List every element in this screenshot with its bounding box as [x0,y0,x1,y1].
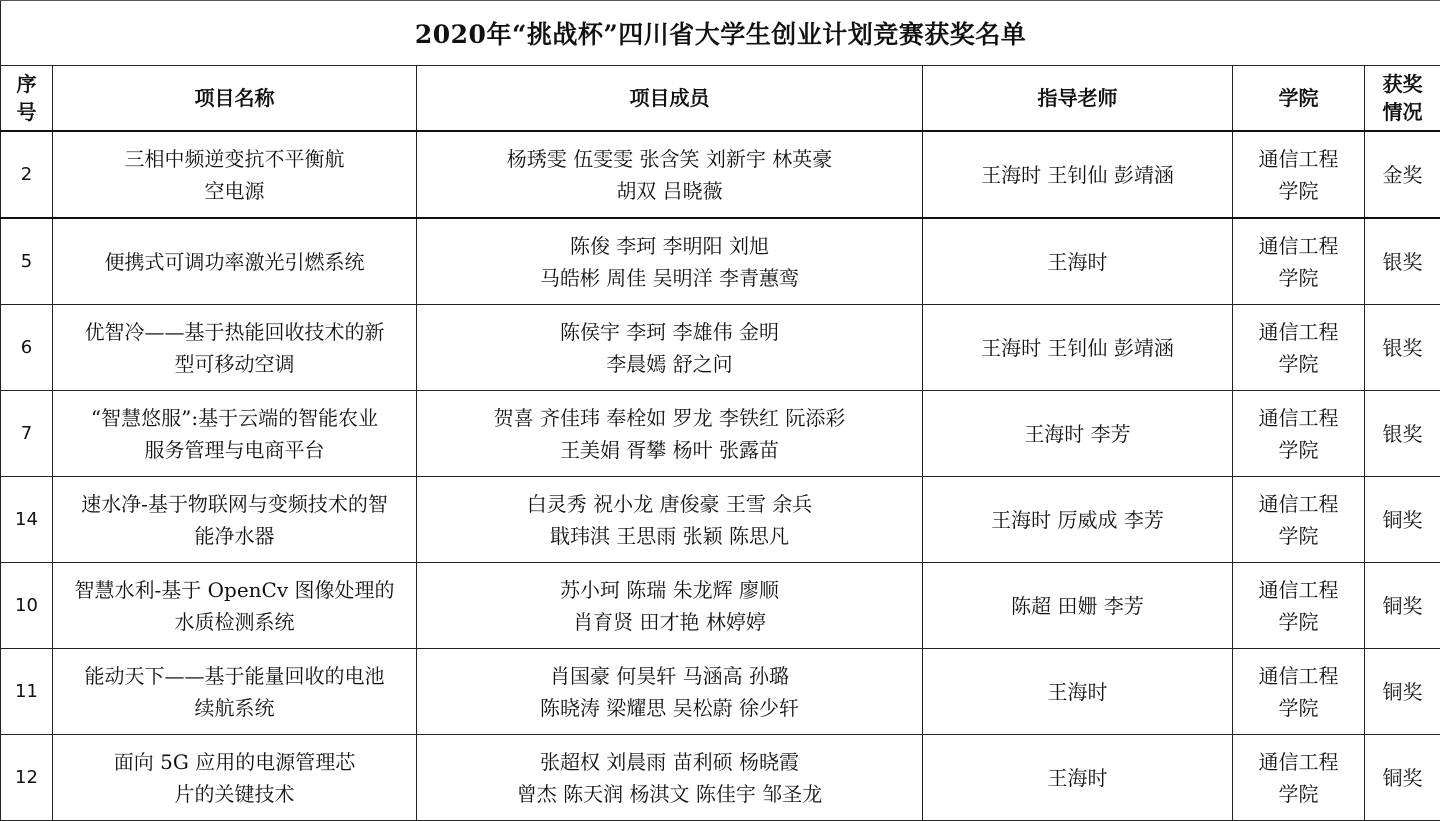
row-college [1233,391,1365,477]
row-college [1233,218,1365,305]
row-college [1233,649,1365,735]
document-title: 2020年“挑战杯”四川省大学生创业计划竞赛获奖名单 [1,1,1440,66]
college-line: 通信工程 [1258,749,1339,774]
project-line: 片的关键技术 [174,781,295,806]
members-line: 陈侯宇 李珂 李雄伟 金明 [559,319,780,344]
header-advisors: 指导老师 [923,66,1233,132]
college-line: 通信工程 [1258,663,1339,688]
project-line: 速水净-基于物联网与变频技术的智 [81,491,388,516]
header-award [1365,66,1440,132]
row-index: 2 [1,131,53,218]
college-line: 学院 [1278,781,1319,806]
table-row [1,391,1440,477]
row-index: 6 [1,305,53,391]
row-award: 铜奖 [1365,649,1440,735]
college-line: 学院 [1278,695,1319,720]
members-line: 苏小珂 陈瑞 朱龙辉 廖顺 [559,577,780,602]
project-line: 续航系统 [194,695,275,720]
row-members [417,391,923,477]
row-advisors: 陈超 田姗 李芳 [923,563,1233,649]
row-index: 14 [1,477,53,563]
header-project: 项目名称 [53,66,417,132]
row-advisors: 王海时 王钊仙 彭靖涵 [923,131,1233,218]
table-row [1,131,1440,218]
row-advisors: 王海时 [923,218,1233,305]
table-row [1,477,1440,563]
college-line: 通信工程 [1258,491,1339,516]
header-row [1,66,1440,132]
project-line: 三相中频逆变抗不平衡航 [124,146,345,171]
header-index-line1: 序 [16,72,37,96]
table-row [1,305,1440,391]
project-line: 型可移动空调 [174,351,295,376]
header-college: 学院 [1233,66,1365,132]
row-college [1233,131,1365,218]
members-line: 曾杰 陈天润 杨淇文 陈佳宇 邹圣龙 [516,781,823,806]
row-award: 银奖 [1365,391,1440,477]
row-college [1233,477,1365,563]
row-members [417,477,923,563]
members-line: 肖国豪 何昊轩 马涵高 孙璐 [549,663,790,688]
row-award: 银奖 [1365,218,1440,305]
row-index: 5 [1,218,53,305]
project-line: 便携式可调功率激光引燃系统 [104,249,365,274]
project-line: 优智冷——基于热能回收技术的新 [84,319,385,344]
table-row [1,735,1440,821]
project-line: 水质检测系统 [174,609,295,634]
members-line: 张超权 刘晨雨 苗利硕 杨晓霞 [539,749,800,774]
header-award-line2: 情况 [1382,100,1423,124]
row-college [1233,735,1365,821]
project-line: 智慧水利-基于 OpenCv 图像处理的 [74,577,395,602]
college-line: 学院 [1278,178,1319,203]
members-line: 戢玮淇 王思雨 张颖 陈思凡 [549,523,790,548]
header-index [1,66,53,132]
college-line: 通信工程 [1258,319,1339,344]
college-line: 通信工程 [1258,405,1339,430]
row-members [417,649,923,735]
row-award: 银奖 [1365,305,1440,391]
project-line: 服务管理与电商平台 [144,437,325,462]
table-row [1,649,1440,735]
project-line: 能动天下——基于能量回收的电池 [84,663,385,688]
project-line: 空电源 [204,178,265,203]
row-members [417,305,923,391]
college-line: 通信工程 [1258,146,1339,171]
members-line: 白灵秀 祝小龙 唐俊豪 王雪 余兵 [526,491,813,516]
header-award-line1: 获奖 [1382,72,1423,96]
college-line: 通信工程 [1258,577,1339,602]
row-award: 金奖 [1365,131,1440,218]
college-line: 学院 [1278,609,1319,634]
row-index: 7 [1,391,53,477]
row-members [417,131,923,218]
row-project [53,391,417,477]
members-line: 马皓彬 周佳 吴明洋 李青蕙鸾 [539,265,800,290]
row-project [53,735,417,821]
table-row [1,218,1440,305]
row-index: 10 [1,563,53,649]
members-line: 陈俊 李珂 李明阳 刘旭 [569,233,770,258]
row-advisors: 王海时 [923,649,1233,735]
row-college [1233,563,1365,649]
row-index: 12 [1,735,53,821]
table-row [1,563,1440,649]
header-index-line2: 号 [16,100,37,124]
row-college [1233,305,1365,391]
members-line: 李晨嫣 舒之问 [606,351,733,376]
college-line: 学院 [1278,437,1319,462]
row-award: 铜奖 [1365,477,1440,563]
row-advisors: 王海时 李芳 [923,391,1233,477]
row-project [53,649,417,735]
college-line: 学院 [1278,265,1319,290]
row-project [53,131,417,218]
row-members [417,735,923,821]
row-index: 11 [1,649,53,735]
college-line: 学院 [1278,523,1319,548]
members-line: 陈晓涛 梁耀思 吴松蔚 徐少轩 [539,695,800,720]
project-line: 面向 5G 应用的电源管理芯 [113,749,356,774]
members-line: 王美娟 胥攀 杨叶 张露苗 [559,437,780,462]
row-award: 铜奖 [1365,563,1440,649]
row-advisors: 王海时 厉威成 李芳 [923,477,1233,563]
row-advisors: 王海时 [923,735,1233,821]
members-line: 肖育贤 田才艳 林婷婷 [573,609,766,634]
project-line: 能净水器 [194,523,275,548]
row-project [53,477,417,563]
row-project [53,563,417,649]
row-members [417,563,923,649]
college-line: 通信工程 [1258,233,1339,258]
row-project [53,305,417,391]
header-members: 项目成员 [417,66,923,132]
college-line: 学院 [1278,351,1319,376]
row-project [53,218,417,305]
row-members [417,218,923,305]
members-line: 贺喜 齐佳玮 奉栓如 罗龙 李铁红 阮添彩 [493,405,846,430]
members-line: 胡双 吕晓薇 [616,178,723,203]
members-line: 杨琇雯 伍雯雯 张含笑 刘新宇 林英豪 [506,146,833,171]
project-line: “智慧悠服”:基于云端的智能农业 [90,405,379,430]
row-advisors: 王海时 王钊仙 彭靖涵 [923,305,1233,391]
row-award: 铜奖 [1365,735,1440,821]
